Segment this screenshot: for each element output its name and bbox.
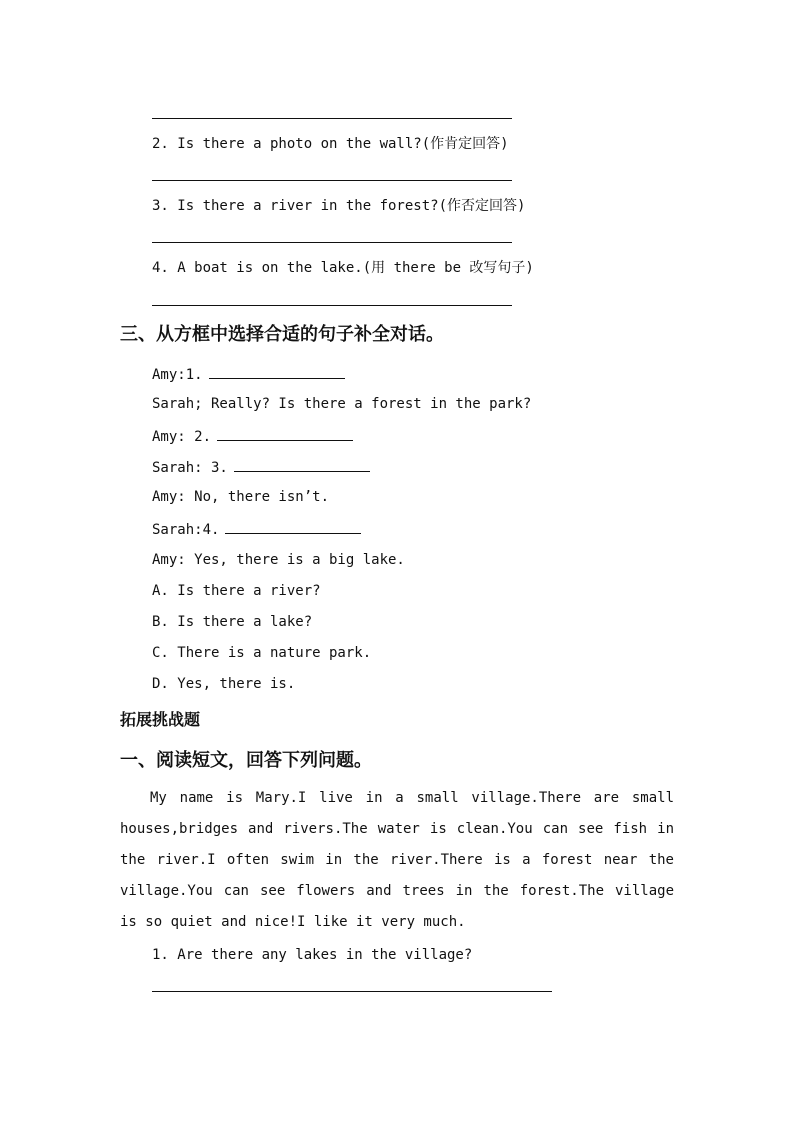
dialogue-line-5: Amy: No, there isn’t. (152, 489, 330, 505)
dialogue-line-4 (152, 457, 370, 477)
blank-2[interactable] (217, 426, 353, 441)
dialogue-text: Amy: 2. (152, 429, 212, 445)
blank-1[interactable] (209, 364, 345, 379)
option-d: D. Yes, there is. (152, 676, 296, 692)
answer-line-4[interactable] (152, 305, 512, 306)
blank-3[interactable] (234, 457, 370, 472)
option-c: C. There is a nature park. (152, 645, 372, 661)
question-3: 3. Is there a river in the forest?(作否定回答) (152, 198, 526, 214)
blank-4[interactable] (225, 519, 361, 534)
answer-line-1[interactable] (152, 118, 512, 119)
reading-passage (120, 783, 674, 938)
answer-line-5[interactable] (152, 991, 552, 992)
dialogue-text: Sarah:4. (152, 522, 220, 538)
dialogue-line-1 (152, 364, 345, 384)
dialogue-line-6 (152, 519, 361, 539)
option-a: A. Is there a river? (152, 583, 321, 599)
option-b: B. Is there a lake? (152, 614, 313, 630)
question-4: 4. A boat is on the lake.(用 there be 改写句子) (152, 260, 534, 276)
dialogue-line-3 (152, 426, 353, 446)
dialogue-text: Amy:1. (152, 367, 203, 383)
answer-line-2[interactable] (152, 180, 512, 181)
section3-heading: 三、从方框中选择合适的句子补全对话。 (120, 324, 444, 345)
dialogue-line-2: Sarah; Really? Is there a forest in the park? (152, 396, 532, 412)
extension-title: 拓展挑战题 (120, 710, 201, 729)
passage-text: My name is Mary.I live in a small village.There are small houses,bridges and rivers.The water is clean.You can see fish in the river.I often swim in the river.There is a forest near the village.You can see flowers and trees in the forest.The village is so quiet and nice!I like it very much. (120, 790, 674, 930)
dialogue-text: Sarah: 3. (152, 460, 228, 476)
reading-question-1: 1. Are there any lakes in the village? (152, 947, 473, 963)
answer-line-3[interactable] (152, 242, 512, 243)
question-2: 2. Is there a photo on the wall?(作肯定回答) (152, 136, 509, 152)
dialogue-line-7: Amy: Yes, there is a big lake. (152, 552, 405, 568)
extension-heading: 一、阅读短文，回答下列问题。 (120, 750, 372, 771)
